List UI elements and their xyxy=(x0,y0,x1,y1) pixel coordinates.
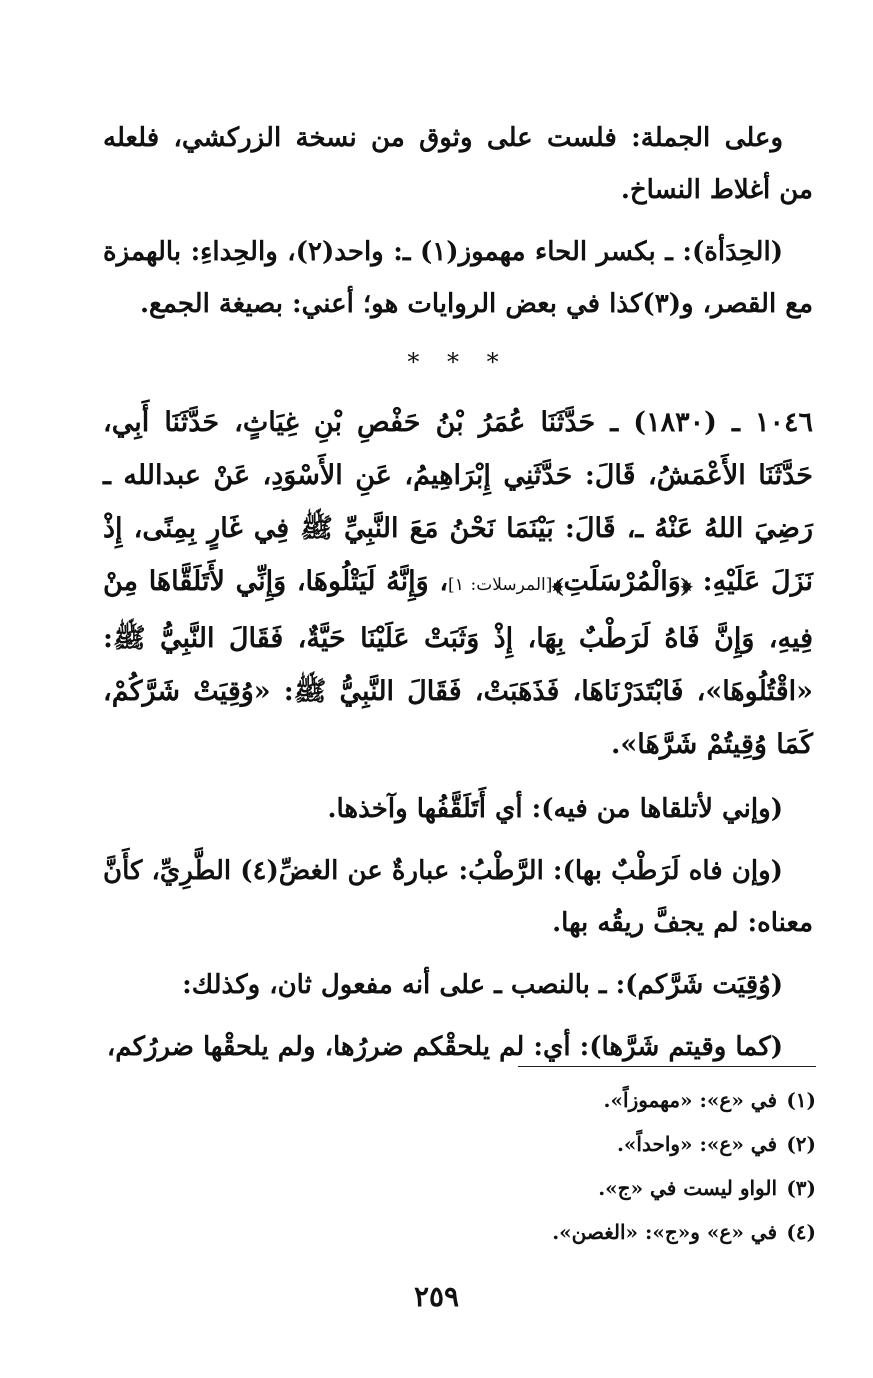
page-body xyxy=(103,112,813,1083)
footnote-3 xyxy=(420,1166,816,1210)
commentary-1: (وإني لأتلقاها من فيه): أي أَتَلَقَّفُها وآخذها. xyxy=(327,794,783,824)
hadith-text xyxy=(103,396,813,771)
footnote-4 xyxy=(420,1210,816,1254)
footnote-2 xyxy=(420,1122,816,1166)
footnote-1 xyxy=(420,1078,816,1122)
footnotes xyxy=(420,1078,816,1254)
footnote-text: في «ع» و«ج»: «الغصن». xyxy=(552,1220,778,1244)
commentary-4: (كما وقيتم شَرَّها): أي: لم يلحقْكم ضررُها، ولم يلحقْها ضررُكم، xyxy=(106,1032,783,1062)
hadith-text-part-b: ، وَإِنَّهُ لَيَتْلُوهَا، وَإِنِّي لأَتَلَقَّاهَا مِنْ فِيهِ، وَإِنَّ فَاهُ لَرَطْبٌ بِهَا، إِذْ وَثَبَتْ عَلَيْنَا حَيَّةٌ، فَقَالَ النَّبِيُّ ﷺ: «اقْتُلُوهَا»، فَابْتَدَرْنَاهَا، فَذَهَبَتْ، فَقَالَ النَّبِيُّ ﷺ: «وُقِيَتْ شَرَّكُمْ، كَمَا وُقِيتُمْ شَرَّهَا». xyxy=(103,566,813,760)
paragraph-hidaa: (الحِدَأة): ـ بكسر الحاء مهموز(١) ـ: واحد(٢)، والحِداءِ: بالهمزة مع القصر، و(٣)كذا في بعض الروايات هو؛ أعني: بصيغة الجمع. xyxy=(103,237,813,319)
footnote-text: في «ع»: «مهموزاً». xyxy=(603,1088,778,1112)
footnote-number: (٢) xyxy=(786,1132,816,1156)
footnote-divider xyxy=(518,1066,816,1067)
page-number: ٢٥٩ xyxy=(413,1280,460,1313)
commentary-3: (وُقِيَت شَرَّكم): ـ بالنصب ـ على أنه مفعول ثان، وكذلك: xyxy=(182,970,783,1000)
hadith-text-part-a: ١٠٤٦ ـ (١٨٣٠) ـ حَدَّثَنَا عُمَرُ بْنُ حَفْصِ بْنِ غِيَاثٍ، حَدَّثَنَا أَبِي، حَدَّثَنَا الأَعْمَشُ، قَالَ: حَدَّثَنِي إِبْرَاهِيمُ، عَنِ الأَسْوَدِ، عَنْ عبدالله ـ رَضِيَ اللهُ عَنْهُ ـ، قَالَ: بَيْنَمَا نَحْنُ مَعَ النَّبِيِّ ﷺ فِي غَارٍ بِمِنًى، إِذْ نَزَلَ عَلَيْهِ: ﴿وَالْمُرْسَلَتِ﴾ xyxy=(103,407,813,597)
footnote-text: في «ع»: «واحداً». xyxy=(616,1132,778,1156)
footnote-number: (١) xyxy=(786,1088,816,1112)
footnote-number: (٤) xyxy=(786,1220,816,1244)
hadith-citation: [المرسلات: ١] xyxy=(448,575,553,595)
footnote-text: الواو ليست في «ج». xyxy=(598,1176,778,1200)
section-separator: * * * xyxy=(407,348,509,376)
commentary-2: (وإن فاه لَرَطْبٌ بها): الرَّطْبُ: عبارةٌ عن الغضِّ(٤) الطَّرِيِّ، كأَنَّ معناه: لم يجفَّ ريقُه بها. xyxy=(103,856,813,938)
footnote-number: (٣) xyxy=(786,1176,816,1200)
paragraph-conclusion: وعلى الجملة: فلست على وثوق من نسخة الزركشي، فلعله من أغلاط النساخ. xyxy=(103,123,813,205)
